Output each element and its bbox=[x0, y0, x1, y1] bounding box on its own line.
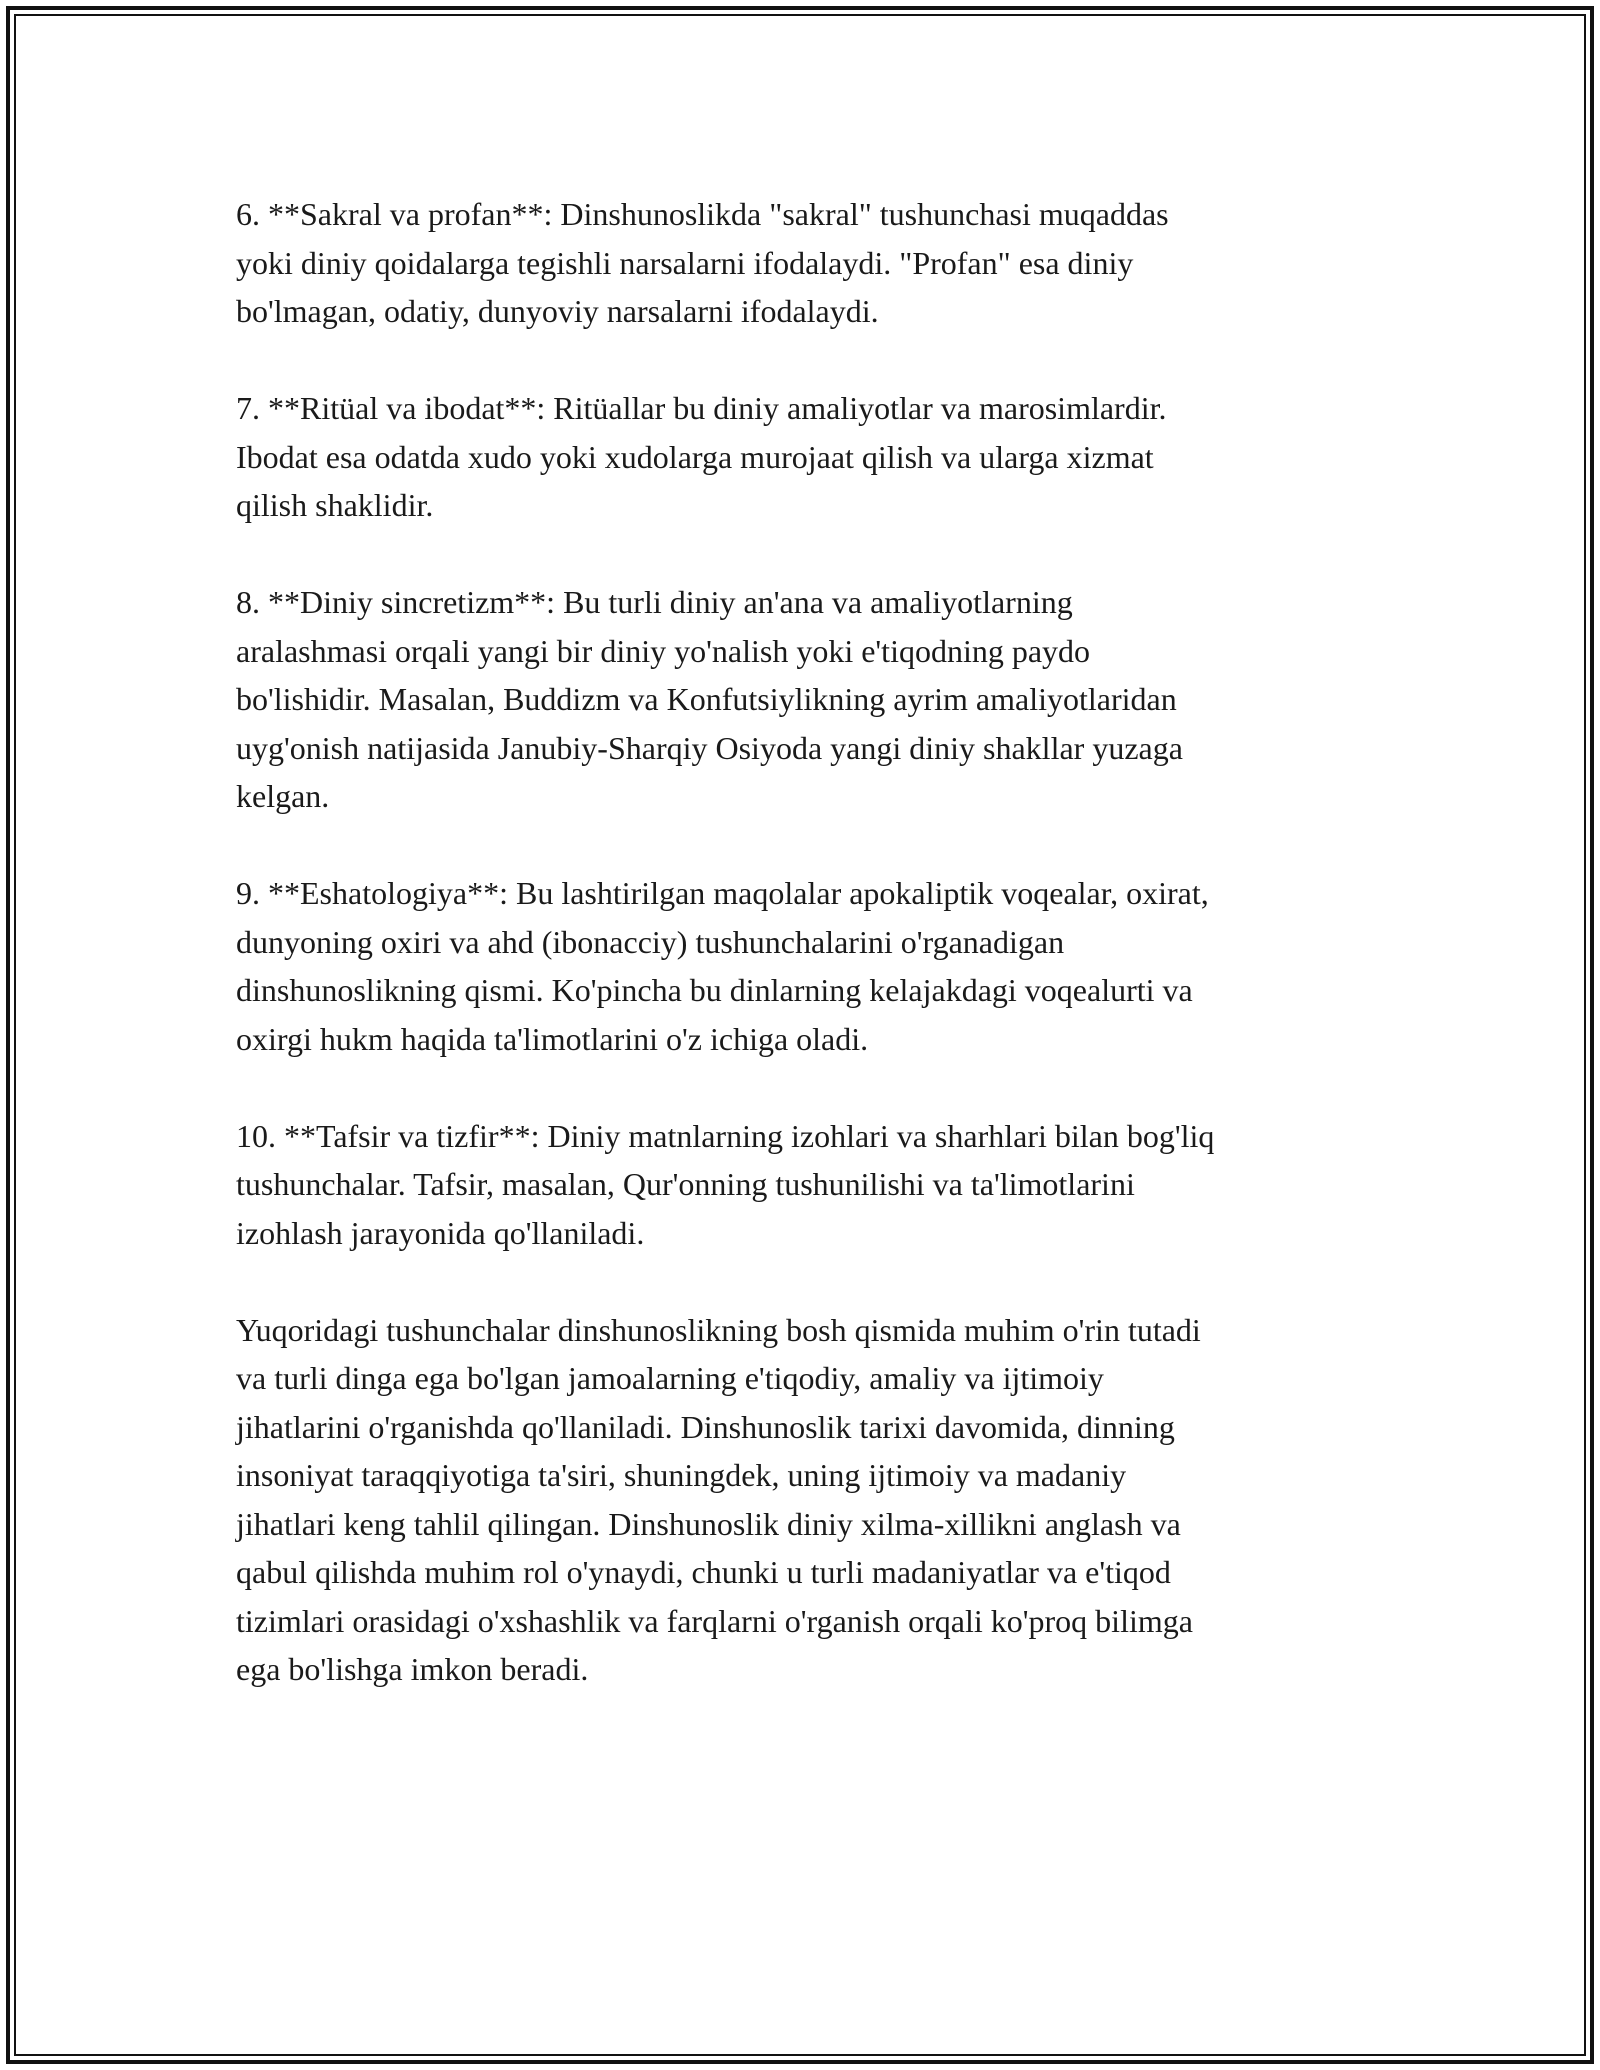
text-line: oxirgi hukm haqida ta'limotlarini o'z ichiga oladi. bbox=[236, 1020, 869, 1057]
paragraph-diniy-sincretizm bbox=[236, 578, 1366, 821]
text-line: kelgan. bbox=[236, 778, 330, 814]
text-line: 8. **Diniy sincretizm**: Bu turli diniy an'ana va amaliyotlarning bbox=[236, 584, 1073, 620]
text-line: dinshunoslikning qismi. Ko'pincha bu dinlarning kelajakdagi voqealurti va bbox=[236, 972, 1193, 1008]
text-line: uyg'onish natijasida Janubiy-Sharqiy Osiyoda yangi diniy shakllar yuzaga bbox=[236, 729, 1183, 766]
text-line: ega bo'lishga imkon beradi. bbox=[236, 1651, 589, 1687]
text-line: 7. **Ritüal va ibodat**: Ritüallar bu diniy amaliyotlar va marosimlardir. bbox=[236, 390, 1167, 426]
text-line: dunyoning oxiri va ahd (ibonacciy) tushunchalarini o'rganadigan bbox=[236, 923, 1065, 960]
text-line: bo'lmagan, odatiy, dunyoviy narsalarni ifodalaydi. bbox=[236, 293, 879, 329]
text-line: 6. **Sakral va profan**: Dinshunoslikda "sakral" tushunchasi muqaddas bbox=[236, 196, 1169, 232]
text-line: Ibodat esa odatda xudo yoki xudolarga murojaat qilish va ularga xizmat bbox=[236, 438, 1154, 475]
text-line: jihatlari keng tahlil qilingan. Dinshunoslik diniy xilma-xillikni anglash va bbox=[236, 1505, 1181, 1542]
text-line: qabul qilishda muhim rol o'ynaydi, chunki u turli madaniyatlar va e'tiqod bbox=[236, 1554, 1171, 1590]
text-line: izohlash jarayonida qo'llaniladi. bbox=[236, 1214, 645, 1251]
text-line: qilish shaklidir. bbox=[236, 487, 434, 523]
paragraph-tafsir-tizfir bbox=[236, 1112, 1366, 1258]
paragraph-eshatologiya bbox=[236, 869, 1366, 1063]
text-line: tushunchalar. Tafsir, masalan, Qur'onning tushunilishi va ta'limotlarini bbox=[236, 1166, 1135, 1202]
paragraph-ritual-ibodat bbox=[236, 384, 1366, 530]
text-line: aralashmasi orqali yangi bir diniy yo'nalish yoki e'tiqodning paydo bbox=[236, 632, 1091, 669]
paragraph-sakral-profan bbox=[236, 190, 1366, 336]
text-line: jihatlarini o'rganishda qo'llaniladi. Dinshunoslik tarixi davomida, dinning bbox=[236, 1408, 1175, 1445]
text-line: tizimlari orasidagi o'xshashlik va farqlarni o'rganish orqali ko'proq bilimga bbox=[236, 1602, 1193, 1639]
text-line: yoki diniy qoidalarga tegishli narsalarni ifodalaydi. "Profan" esa diniy bbox=[236, 244, 1134, 281]
text-line: 9. **Eshatologiya**: Bu lashtirilgan maqolalar apokaliptik voqealar, oxirat, bbox=[236, 875, 1209, 911]
text-line: va turli dinga ega bo'lgan jamoalarning e'tiqodiy, amaliy va ijtimoiy bbox=[236, 1360, 1104, 1396]
text-line: insoniyat taraqqiyotiga ta'siri, shuningdek, uning ijtimoiy va madaniy bbox=[236, 1457, 1127, 1493]
text-line: Yuqoridagi tushunchalar dinshunoslikning bosh qismida muhim o'rin tutadi bbox=[236, 1311, 1201, 1348]
paragraph-conclusion bbox=[236, 1306, 1366, 1694]
text-line: bo'lishidir. Masalan, Buddizm va Konfutsiylikning ayrim amaliyotlaridan bbox=[236, 681, 1177, 717]
text-line: 10. **Tafsir va tizfir**: Diniy matnlarning izohlari va sharhlari bilan bog'liq bbox=[236, 1117, 1215, 1154]
document-body bbox=[236, 190, 1366, 1742]
